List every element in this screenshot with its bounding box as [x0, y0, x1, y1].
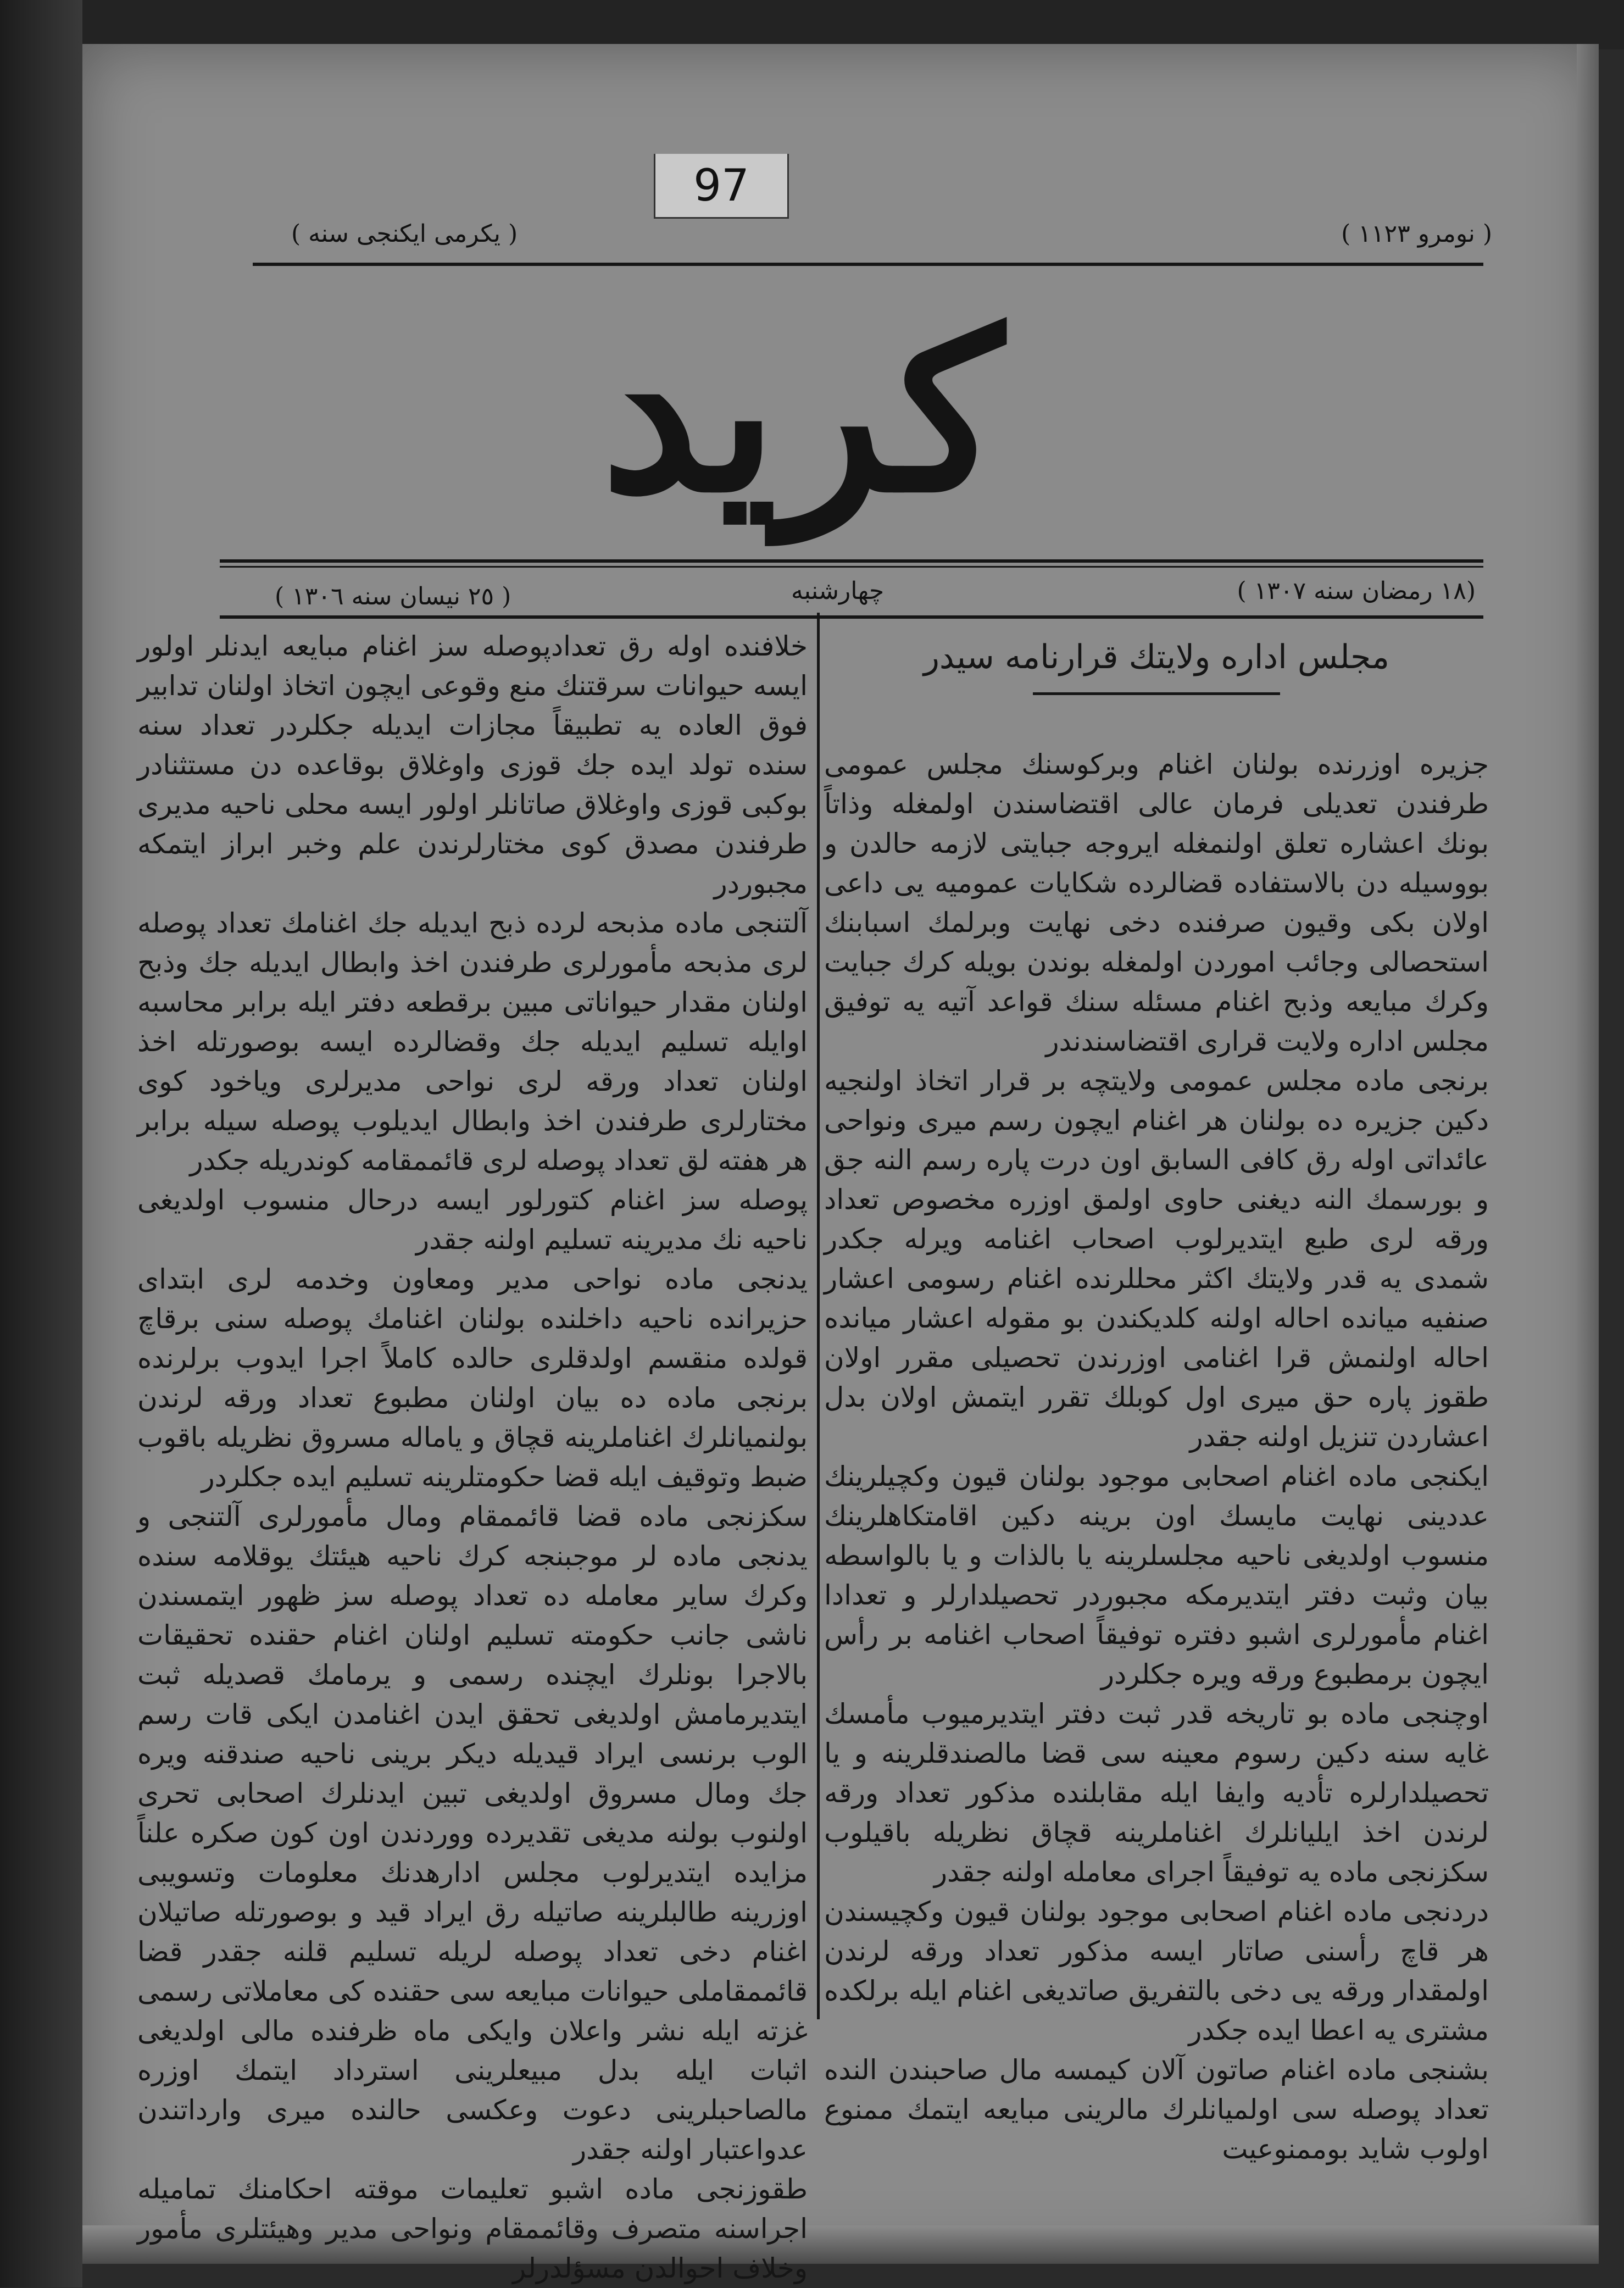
left-column	[137, 626, 808, 2284]
masthead-bottom-rule	[220, 559, 1483, 563]
page-fold-shadow	[1577, 44, 1599, 2264]
article-paragraph: دردنجى ماده اغنام اصحابى موجود بولنان قيون وكچيسندن هر قاچ رأسنى صاتار ايسه مذكور تعداد ورقه لرندن اولمقدار ورقه يى دخى بالتفريق صاتديغى اغنام ايله برلكده مشترى يه اعطا ايده جكدر	[824, 1896, 1489, 2046]
dateline-rule	[220, 615, 1483, 619]
folio-number-tag: 97	[654, 154, 789, 219]
scan-background-left	[0, 0, 82, 2287]
section-title-rule	[1033, 692, 1280, 695]
article-paragraph: پوصله سز اغنام كتورلور ايسه درحال منسوب اولديغى ناحيه نك مديرينه تسليم اولنه جقدر	[137, 1184, 808, 1256]
date-hijri: (١٨ رمضان سنه ١٣٠٧ )	[1237, 577, 1476, 605]
scan-background-top	[0, 0, 1624, 49]
masthead	[549, 258, 1055, 566]
article-paragraph: برنجى ماده مجلس عمومى ولايتچه بر قرار اتخاذ اولنجيه دكين جزيره ده بولنان هر اغنام ايچون رسم ميرى ونواحى عائداتى اوله رق كافى السابق اون درت پاره رسم النه جق و بورسمك النه ديغنى حاوى اولمق اوزره مخصوص تعداد ورقه لرى طبع ايتديرلوب اصحاب اغنامه ويرله جكدر شمدى يه قدر ولايتك اكثر محللرنده اغنام رسومى اعشار صنفيه ميانده احاله اولنه كلديكندن بو مقوله اعشار ميانده احاله اولنمش قرا اغنامى اوزرندن تحصيلى مقرر اولان طقوز پاره حق ميرى اول كوبلك تقرر ايتمش اولان بدل اعشاردن تنزيل اولنه جقدر	[824, 1065, 1489, 1453]
article-paragraph: آلتنجى ماده مذبحه لرده ذبح ايديله جك اغنامك تعداد پوصله لرى مذبحه مأمورلرى طرفندن اخذ وابطال ايديله جك وذبح اولنان مقدار حيواناتى مبين برقطعه دفتر ايله برابر محاسبه اوايله تسليم ايديله جك وقضالرده ايسه بوصورتله اخذ اولنان تعداد ورقه لرى نواحى مديرلرى وياخود كوى مختارلرى طرفندن اخذ وابطال ايديلوب پوصله سيله برابر هر هفته لق تعداد پوصله لرى قائممقامه كوندريله جكدر	[137, 907, 808, 1176]
section-title: مجلس اداره ولايتك قرارنامه سيدر	[923, 638, 1390, 676]
article-paragraph: ايكنجى ماده اغنام اصحابى موجود بولنان قيون وكچيلرينك عددينى نهايت مايسك اون برينه دكين اقامتكاهلرينك منسوب اولديغى ناحيه مجلسلرينه يا بالذات و يا بالواسطه بيان وثبت دفتر ايتديرمكه مجبوردر تحصيلدارلر و تعدادا اغنام مأمورلرى اشبو دفتره توفيقاً اصحاب اغنامه بر رأس ايچون برمطبوع ورقه ويره جكلردر	[824, 1460, 1489, 1690]
masthead-title: كريد	[600, 283, 1004, 541]
masthead-bottom-rule-thin	[220, 566, 1483, 568]
article-paragraph: جزيره اوزرنده بولنان اغنام وبركوسنك مجلس عمومى طرفندن تعديلى فرمان عالى اقتضاسندن اولمغله وذاتاً بونك اعشاره تعلق اولنمغله ايروجه جبايتى لازمه حالدن و بووسيله دن بالاستفاده قضالرده شكايات عموميه يى داعى اولان بكى وقيون صرفنده دخى نهايت وبرلمك اسبابنك استحصالى وجائب اموردن اولمغله بوندن بويله كرك جبايت وكرك مبايعه وذبح اغنام مسئله سنك قواعد آتيه يه توفيق مجلس اداره ولايت قرارى اقتضاسندندر	[824, 748, 1489, 1057]
article-paragraph: سكزنجى ماده قضا قائممقام ومال مأمورلرى آلتنجى و يدنجى ماده لر موجبنجه كرك ناحيه هيئتك يوقلامه سنده وكرك ساير معامله ده تعداد پوصله سز ظهور ايتمسندن ناشى جانب حكومته تسليم اولنان اغنام حقنده تحقيقات بالاجرا بونلرك ايچنده رسمى و يرمامك قصديله ثبت ايتديرمامش اولديغى تحقق ايدن اغنامدن ايكى قات رسم الوب برنسى ايراد قيديله ديكر برينى ناحيه صندقنه ويره جك ومال مسروق اولديغى تبين ايدنلرك اصحابى تحرى اولنوب بولنه مديغى تقديرده ووردندن اون كون صكره علناً مزايده ايتديرلوب مجلس ادارهدنك معلومات وتسويبى اوزرينه طالبلرينه صاتيله رق ايراد قيد و بوصورتله صاتيلان اغنام دخى تعداد پوصله لريله تسليم قلنه جقدر قضا قائممقاملى حيوانات مبايعه سى حقنده كى معاملاتى رسمى غزته ايله نشر واعلان وايكى ماه ظرفنده مالى اولديغى اثبات ايله بدل مبيعلرينى استرداد ايتمك اوزره مالصاحبلرينى دعوت وعكسى حالنده ميرى وارداتندن عدواعتبار اولنه جقدر	[137, 1501, 808, 2165]
date-rumi: ( ٢٥ نيسان سنه ١٣٠٦ )	[275, 582, 511, 610]
issue-number: ( نومرو ١١٢٣ )	[1341, 220, 1492, 248]
volume-year: ( يكرمى ايكنجى سنه )	[291, 220, 518, 248]
article-paragraph: خلافنده اوله رق تعدادپوصله سز اغنام مبايعه ايدنلر اولور ايسه حيوانات سرقتنك منع وقوعى ايچون اتخاذ اولنان تدابير فوق العاده يه تطبيقاً مجازات ايديله جكلردر تعداد سنه سنده تولد ايده جك قوزى واوغلاق بوقاعده دن مستثنادر بوكبى قوزى واوغلاق صاتانلر اولور ايسه محلى ناحيه مديرى طرفندن مصدق كوى مختارلرندن علم وخبر ابراز ايتمكه مجبوردر	[137, 630, 808, 899]
article-paragraph: يدنجى ماده نواحى مدير ومعاون وخدمه لرى ابتداى حزيرانده ناحيه داخلنده بولنان اغنامك پوصله سنى برقاچ قولده منقسم اولدقلرى حالده كاملاً اجرا ايدوب برلرنده برنجى ماده ده بيان اولنان مطبوع تعداد ورقه لرندن بولنميانلرك اغناملرينه قچاق و ياماله مسروق نظريله باقوب ضبط وتوقيف ايله قضا حكومتلرينه تسليم ايده جكلردر	[137, 1263, 808, 1493]
article-paragraph: طقوزنجى ماده اشبو تعليمات موقته احكامنك تماميله اجراسنه متصرف وقائممقام ونواحى مدير وهيئتلرى مأمور وخلاف احوالدن مسؤلدرلر	[137, 2173, 808, 2284]
article-paragraph: بشنجى ماده اغنام صاتون آلان كيمسه مال صاحبندن النده تعداد پوصله سى اولميانلرك مالرينى مبايعه ايتمك ممنوع اولوب شايد بوممنوعيت	[824, 2054, 1489, 2165]
weekday: چهارشنبه	[791, 577, 885, 605]
column-divider	[817, 613, 820, 2019]
article-paragraph: اوچنجى ماده بو تاريخه قدر ثبت دفتر ايتديرميوب مأمسك غايه سنه دكين رسوم معينه سى قضا مالصندقلرينه و يا تحصيلدارلره تأديه وايفا ايله مقابلنده مذكور تعداد ورقه لرندن اخذ ايليانلرك اغناملرينه قچاق نظريله باقيلوب سكزنجى ماده يه توفيقاً اجراى معامله اولنه جقدر	[824, 1698, 1489, 1888]
right-column	[824, 626, 1489, 2165]
